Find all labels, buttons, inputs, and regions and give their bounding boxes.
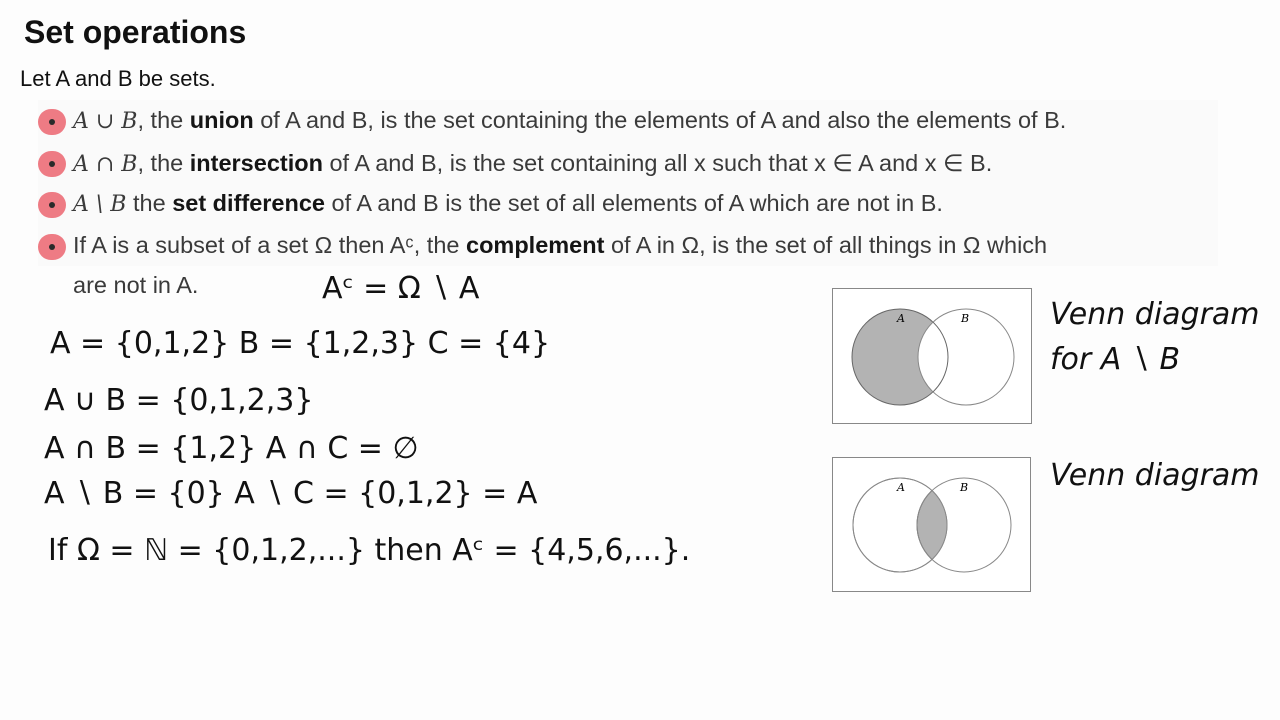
hw-venn-note-1b: for A ∖ B	[1050, 342, 1181, 377]
definition-text: If A is a subset of a set Ω then Aᶜ, the complement of A in Ω, is the set of all things in Ω which	[73, 231, 1048, 258]
hw-venn-note-1: Venn diagram	[1050, 297, 1260, 332]
definition-text: A ∩ B, the intersection of A and B, is the set containing all x such that x ∈ A and x ∈ B.	[73, 149, 993, 177]
venn-label-a: A	[897, 312, 905, 325]
definition-text: A \ B the set difference of A and B is the set of all elements of A which are not in B.	[73, 190, 943, 217]
intro-text: Let A and B be sets.	[20, 66, 216, 91]
hw-complement-equation: Aᶜ = Ω ∖ A	[322, 271, 480, 306]
venn-label-a: A	[897, 481, 905, 494]
hw-intersection-example: A ∩ B = {1,2} A ∩ C = ∅	[44, 431, 419, 466]
page-title: Set operations	[24, 14, 247, 50]
definition-text: A ∪ B, the union of A and B, is the set containing the elements of A and also the elements of B.	[73, 107, 1067, 134]
definition-continuation: are not in A.	[73, 272, 199, 298]
hw-complement-example: If Ω = ℕ = {0,1,2,...} then Aᶜ = {4,5,6,...}.	[48, 533, 691, 568]
hw-set-definitions: A = {0,1,2} B = {1,2,3} C = {4}	[50, 326, 551, 361]
hw-difference-example: A ∖ B = {0} A ∖ C = {0,1,2} = A	[44, 476, 538, 511]
venn-label-b: B	[961, 312, 970, 325]
venn-label-b: B	[960, 481, 969, 494]
hw-union-example: A ∪ B = {0,1,2,3}	[44, 383, 314, 418]
hw-venn-note-2: Venn diagram	[1050, 458, 1260, 493]
